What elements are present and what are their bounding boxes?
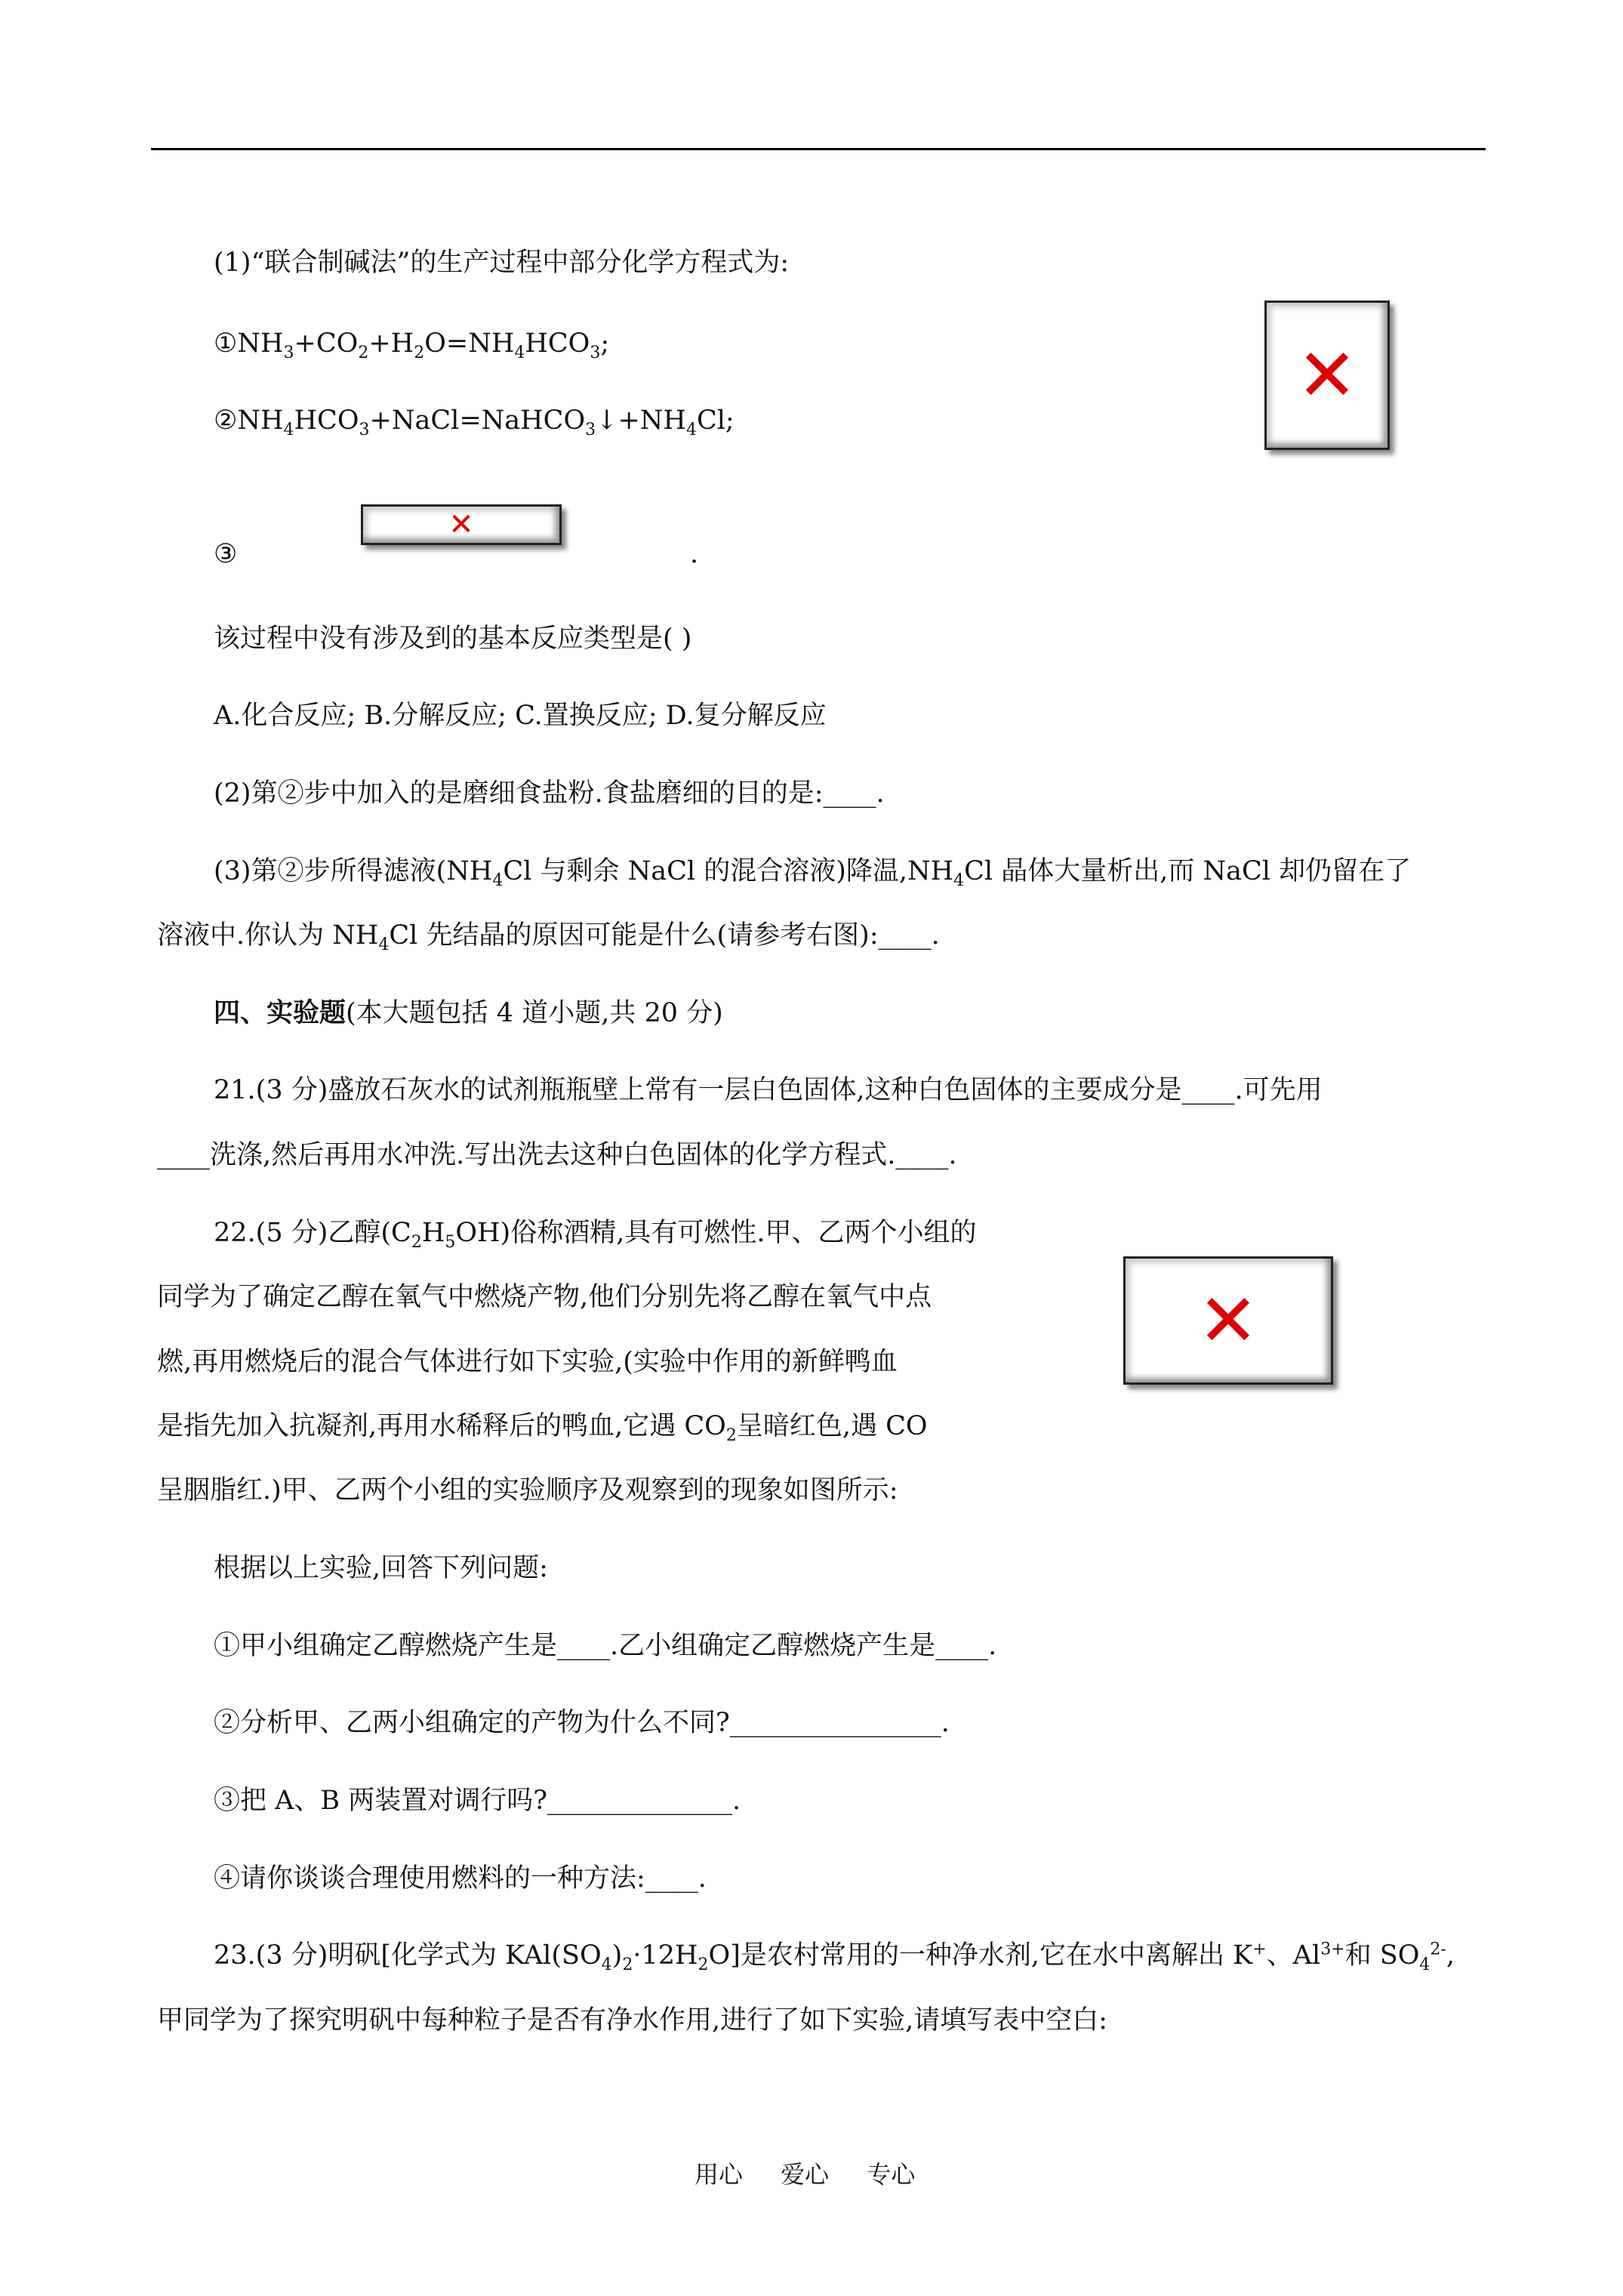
equation-3-end: . bbox=[690, 539, 699, 569]
equation-3-label: ③ bbox=[214, 539, 238, 569]
header-rule bbox=[151, 148, 1486, 150]
sub-question-1: ①甲小组确定乙醇燃烧产生是____.乙小组确定乙醇燃烧产生是____. bbox=[214, 1631, 997, 1661]
question-21: 21.(3 分)盛放石灰水的试剂瓶瓶壁上常有一层白色固体,这种白色固体的主要成分是____.可先用 bbox=[214, 1075, 1323, 1105]
text-line: 溶液中.你认为 $NH_4Cl$ 先结晶的原因可能是什么(请参考右图):____. bbox=[157, 920, 940, 954]
text-line: 燃,再用燃烧后的混合气体进行如下实验,(实验中作用的新鲜鸭血 bbox=[157, 1347, 898, 1377]
broken-image-icon: ✕ bbox=[1264, 300, 1390, 450]
question-22: 22.(5 分)乙醇$(C_2H_5OH)$俗称酒精,具有可燃性.甲、乙两个小组的 bbox=[214, 1218, 977, 1252]
sub-question-2: ②分析甲、乙两小组确定的产物为什么不同?________________. bbox=[214, 1708, 950, 1738]
question-23: 23.(3 分)明矾[化学式为 $KAl(SO_4)_2\cdot 12H_2O$]是农村常用的一种净水剂,它在水中离解出 K+、$Al^{3+}$和 $SO_4^{2-}$, bbox=[214, 1940, 1455, 1974]
text-line: (3)第②步所得滤液($NH_4Cl$ 与剩余 NaCl 的混合溶液)降温$,NH_4Cl$ 晶体大量析出,而 NaCl 却仍留在了 bbox=[214, 856, 1412, 890]
equation-2: $②NH_4HCO_3+NaCl=NaHCO_3↓+NH_4Cl$; bbox=[214, 405, 735, 439]
text-line: 是指先加入抗凝剂,再用水稀释后的鸭血,它遇 $CO_2$呈暗红色,遇 CO bbox=[157, 1411, 928, 1445]
sub-question-4: ④请你谈谈合理使用燃料的一种方法:____. bbox=[214, 1863, 707, 1894]
options-line: A.化合反应; B.分解反应; C.置换反应; D.复分解反应 bbox=[214, 701, 827, 731]
broken-image-icon: ✕ bbox=[361, 504, 562, 545]
text-line: (1)“联合制碱法”的生产过程中部分化学方程式为: bbox=[214, 248, 790, 278]
page-footer: 用心 爱心 专心 bbox=[694, 2160, 916, 2189]
text-line: (2)第②步中加入的是磨细食盐粉.食盐磨细的目的是:____. bbox=[214, 778, 885, 809]
sub-question-3: ③把 A、B 两装置对调行吗?______________. bbox=[214, 1786, 741, 1816]
text-line: 该过程中没有涉及到的基本反应类型是( ) bbox=[214, 624, 692, 654]
text-line: 根据以上实验,回答下列问题: bbox=[214, 1553, 548, 1583]
equation-1: $①NH_3+CO_2+H_2O=NH_4HCO_3$; bbox=[214, 328, 610, 362]
text-line: 同学为了确定乙醇在氧气中燃烧产物,他们分别先将乙醇在氧气中点 bbox=[157, 1282, 932, 1312]
question-21-cont: ____洗涤,然后再用水冲洗.写出洗去这种白色固体的化学方程式.____. bbox=[157, 1140, 957, 1170]
text-line: 甲同学为了探究明矾中每种粒子是否有净水作用,进行了如下实验,请填写表中空白: bbox=[157, 2005, 1108, 2036]
text-line: 呈胭脂红.)甲、乙两个小组的实验顺序及观察到的现象如图所示: bbox=[157, 1475, 898, 1505]
section-heading: 四、实验题(本大题包括 4 道小题,共 20 分) bbox=[214, 997, 723, 1028]
broken-image-icon: ✕ bbox=[1123, 1256, 1333, 1385]
